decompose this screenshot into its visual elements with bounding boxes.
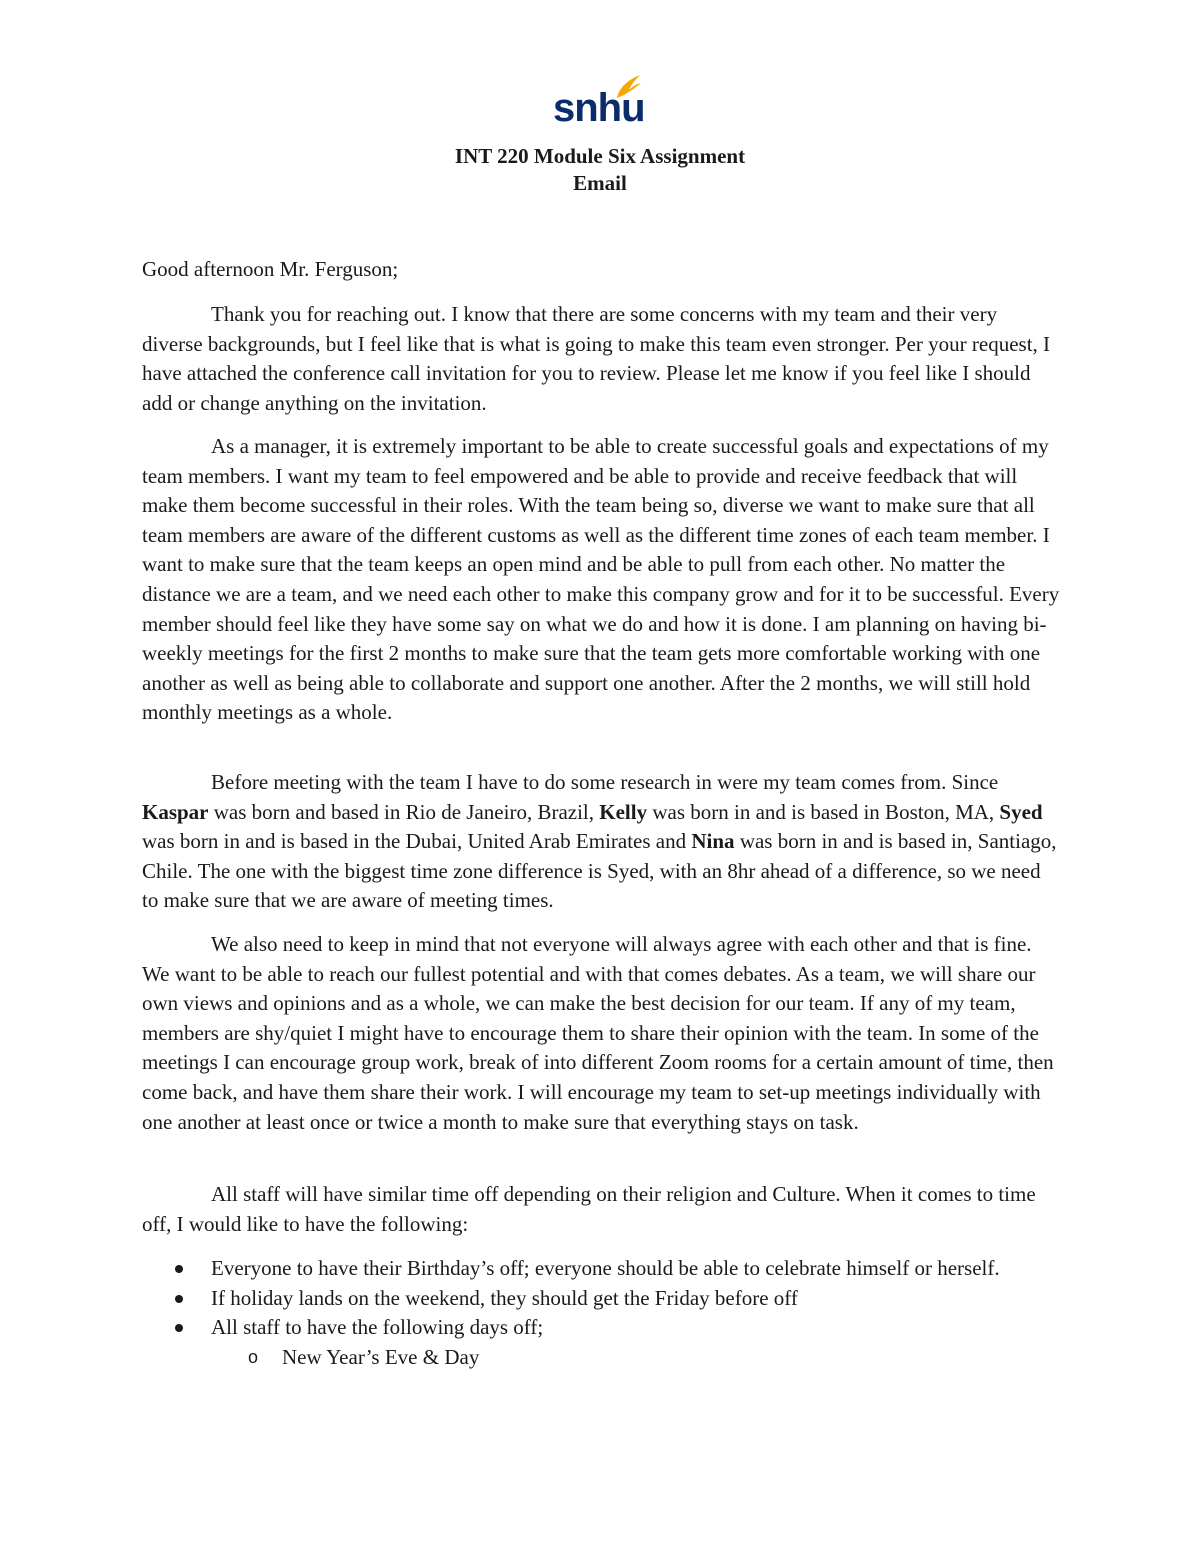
snhu-logo [553,72,643,132]
paragraph-3-text: was born and based in Rio de Janeiro, Brazil, [208,799,600,824]
paragraph-3 [142,768,1060,916]
bullet-icon [175,1324,183,1332]
document-header [0,143,1200,197]
paragraph-3-text: was born in and is based in Boston, MA, [647,799,1000,824]
list-item [142,1284,1060,1314]
paragraph-3-text: was born in and is based in, Santiago, Chile. The one with the biggest time zone difference is Syed, with an 8hr ahead of a difference, so we need to make sure that we are aware of meeting times. [142,829,1057,913]
sub-list-item-text: New Year’s Eve & Day [282,1344,480,1369]
list-item-text: All staff to have the following days off; [211,1315,544,1340]
paragraph-3-text: was born in and is based in the Dubai, United Arab Emirates and [142,829,692,854]
list-item [142,1313,1060,1343]
sub-bullet-icon: o [248,1346,259,1367]
paragraph-5: All staff will have similar time off depending on their religion and Culture. When it comes to time off, I would like to have the following: [142,1182,1036,1236]
greeting: Good afternoon Mr. Ferguson; [142,257,399,281]
list-item-text: Everyone to have their Birthday’s off; everyone should be able to celebrate himself or herself. [211,1256,1000,1280]
paragraph-1: Thank you for reaching out. I know that there are some concerns with my team and their very diverse backgrounds, but I feel like that is what is going to make this team even stronger. Per your request, I have attached the conference call invitation for you to review. Please let me know if you feel like I should add or change anything on the invitation. [142,302,1051,415]
paragraph-3-text: Before meeting with the team I have to do some research in were my team comes from. Since [211,770,999,794]
document-subtitle: Email [573,171,627,195]
time-off-list [142,1254,1060,1372]
team-member-name: Kelly [599,799,648,824]
sub-list-item [142,1343,1060,1373]
paragraph-2: As a manager, it is extremely important to be able to create successful goals and expectations of my team members. I want my team to feel empowered and be able to provide and receive feedback that will make them become successful in their roles. With the team being so, diverse we want to make sure that all team members are aware of the different customs as well as the different time zones of each team member. I want to make sure that the team keeps an open mind and be able to pull from each other. No matter the distance we are a team, and we need each other to make this company grow and for it to be successful. Every member should feel like they have some say on what we do and how it is done. I am planning on having bi-weekly meetings for the first 2 months to make sure that the team gets more comfortable working with one another as well as being able to collaborate and support one another. After the 2 months, we will still hold monthly meetings as a whole. [142,434,1060,725]
list-item [142,1254,1060,1284]
logo-wordmark: snhu [553,86,645,130]
document-title: INT 220 Module Six Assignment [454,144,746,168]
bullet-icon [175,1295,183,1303]
paragraph-4: We also need to keep in mind that not everyone will always agree with each other and that is fine. We want to be able to reach our fullest potential and with that comes debates. As a team, we will share our own views and opinions and as a whole, we can make the best decision for our team. If any of my team, members are shy/quiet I might have to encourage them to share their opinion with the team. In some of the meetings I can encourage group work, break of into different Zoom rooms for a certain amount of time, then come back, and have them share their work. I will encourage my team to set-up meetings individually with one another at least once or twice a month to make sure that everything stays on task. [142,932,1054,1134]
team-member-name: Syed [999,799,1043,824]
team-member-name: Kaspar [142,799,209,824]
bullet-icon [175,1265,183,1273]
list-item-text: If holiday lands on the weekend, they should get the Friday before off [211,1285,798,1310]
team-member-name: Nina [691,829,735,854]
